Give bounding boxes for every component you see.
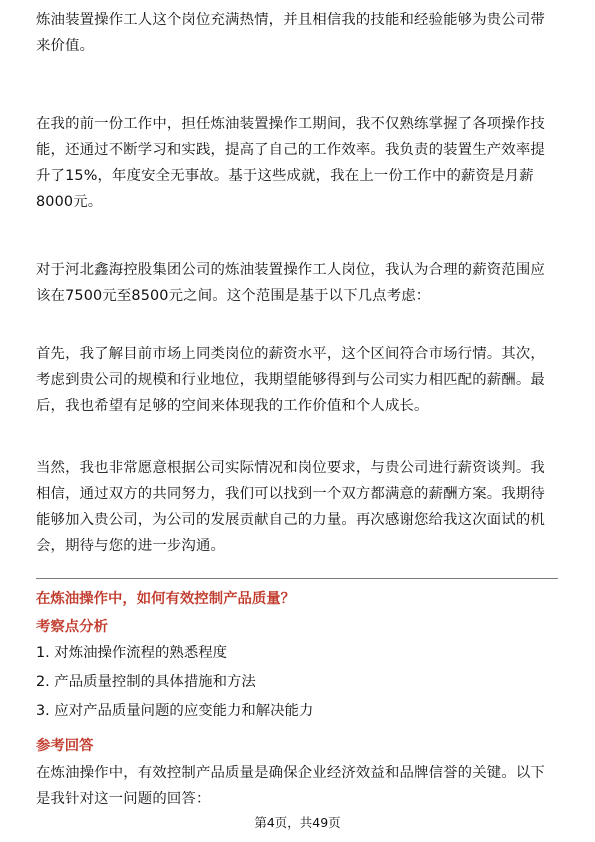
list-item: 1. 对炼油操作流程的熟悉程度 (36, 645, 227, 661)
body-paragraph: 炼油装置操作工人这个岗位充满热情，并且相信我的技能和经验能够为贵公司带来价值。 (36, 12, 545, 54)
answer-paragraph: 在炼油操作中，有效控制产品质量是确保企业经济效益和品牌信誉的关键。以下是我针对这一问题的回答： (36, 765, 545, 807)
body-paragraph: 首先，我了解目前市场上同类岗位的薪资水平，这个区间符合市场行情。其次，考虑到贵公司的规模和行业地位，我期望能够得到与公司实力相匹配的薪酬。最后，我也希望有足够的空间来体现我的工作价值和个人成长。 (36, 346, 545, 414)
analysis-list (36, 639, 558, 726)
answer-heading: 参考回答 (36, 738, 94, 754)
list-item: 3. 应对产品质量问题的应变能力和解决能力 (36, 703, 314, 719)
body-paragraph: 当然，我也非常愿意根据公司实际情况和岗位要求，与贵公司进行薪资谈判。我相信，通过双方的共同努力，我们可以找到一个双方都满意的薪酬方案。我期待能够加入贵公司，为公司的发展贡献自己的力量。再次感谢您给我这次面试的机会，期待与您的进一步沟通。 (36, 460, 545, 554)
body-paragraph: 在我的前一份工作中，担任炼油装置操作工期间，我不仅熟练掌握了各项操作技能，还通过不断学习和实践，提高了自己的工作效率。我负责的装置生产效率提升了15%，年度安全无事故。基于这些成就，我在上一份工作中的薪资是月薪8000元。 (36, 116, 545, 210)
page-number: 第4页，共49页 (254, 815, 341, 830)
question-title: 在炼油操作中，如何有效控制产品质量？ (36, 591, 296, 607)
section-divider (36, 578, 558, 579)
analysis-heading: 考察点分析 (36, 619, 108, 635)
body-paragraph: 对于河北鑫海控股集团公司的炼油装置操作工人岗位，我认为合理的薪资范围应该在7500元至8500元之间。这个范围是基于以下几点考虑： (36, 262, 545, 304)
list-item: 2. 产品质量控制的具体措施和方法 (36, 674, 256, 690)
